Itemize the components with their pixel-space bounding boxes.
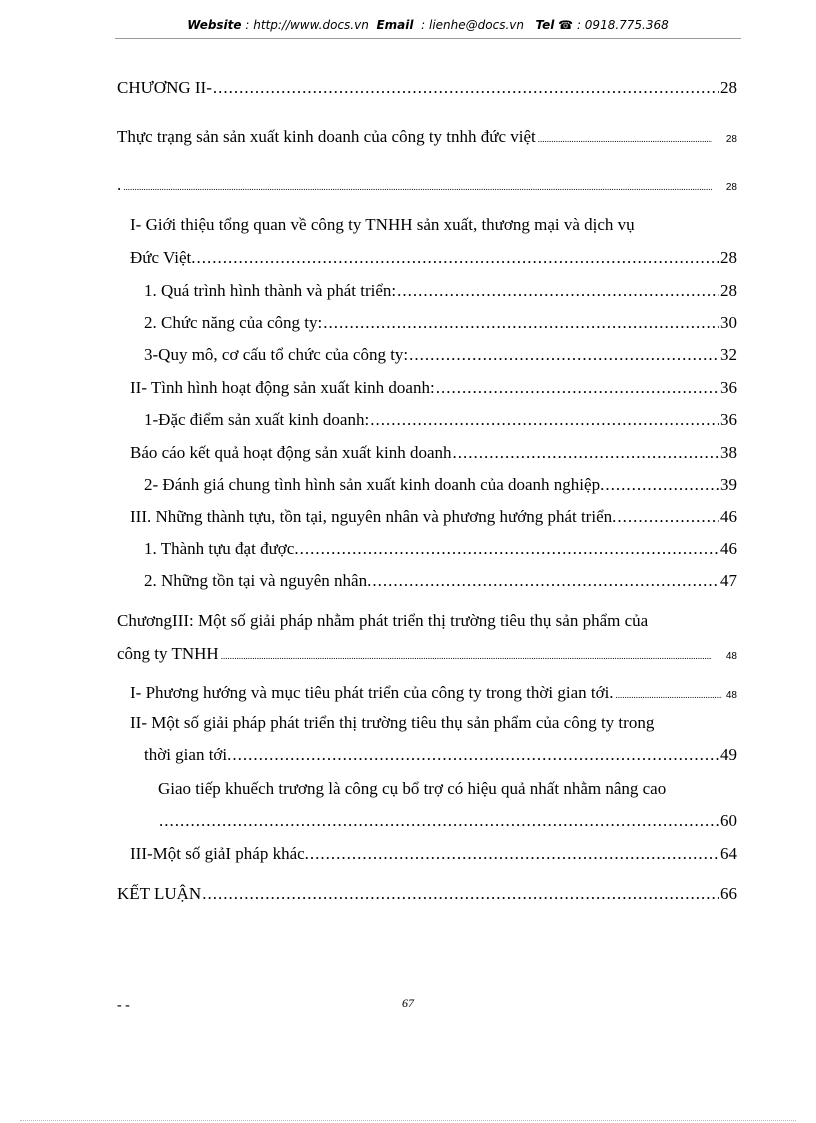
dot-leader — [605, 475, 719, 495]
toc-page-number: 46 — [720, 507, 737, 526]
toc-page-number: 28 — [725, 134, 737, 145]
dot-leader — [232, 745, 719, 765]
toc-page-number: 39 — [720, 475, 737, 494]
toc-entry-text: III. Những thành tựu, tồn tại, nguyên nhân và phương hướng phát triển. — [130, 507, 617, 526]
toc-entry-text: KẾT LUẬN — [117, 884, 202, 903]
toc-entry-text: Đức Việt. — [130, 248, 196, 267]
toc-entry-chapter-2[interactable] — [117, 78, 737, 98]
dot-leader — [213, 78, 719, 98]
dot-leader — [538, 129, 712, 149]
toc-entry-text: II- Tình hình hoạt động sản xuất kinh doanh: — [130, 378, 435, 397]
dot-leader — [436, 378, 719, 398]
toc-page-number: 36 — [720, 378, 737, 397]
toc-entry-report[interactable] — [130, 443, 737, 463]
toc-page-number: 60 — [720, 811, 737, 830]
toc-entry-text: 3-Quy mô, cơ cấu tổ chức của công ty: — [144, 345, 409, 364]
dot-leader — [617, 507, 719, 527]
toc-entry-text: I- Phương hướng và mục tiêu phát triển của công ty trong thời gian tới. — [130, 683, 614, 702]
toc-page-number: 64 — [720, 844, 737, 863]
tel-value: : 0918.775.368 — [576, 18, 669, 32]
dot-leader — [310, 844, 719, 864]
dot-leader — [409, 345, 719, 365]
phone-icon: ☎ — [558, 18, 574, 32]
toc-entry-chapter-3-line1[interactable]: ChươngIII: Một số giải pháp nhằm phát triển thị trường tiêu thụ sản phẩm của — [117, 611, 649, 630]
toc-entry-text: 1-Đặc điểm sản xuất kinh doanh: — [144, 410, 370, 429]
toc-page-number: 28 — [720, 281, 737, 300]
dot-leader — [202, 884, 719, 904]
toc-entry-conclusion[interactable] — [117, 884, 737, 904]
dot-leader — [159, 811, 719, 831]
toc-entry-section-1-3[interactable] — [144, 345, 737, 365]
dot-leader — [221, 646, 712, 666]
toc-page-number: 48 — [725, 690, 737, 701]
toc-page-number: 36 — [720, 410, 737, 429]
email-label: Email — [376, 18, 414, 32]
toc-entry-text: III-Một số giảI pháp khác. — [130, 844, 309, 863]
dot-leader — [372, 571, 719, 591]
toc-page-number: 48 — [725, 651, 737, 662]
toc-entry-section-3[interactable] — [130, 507, 737, 527]
toc-page-number: 46 — [720, 539, 737, 558]
dot-leader — [123, 177, 712, 197]
website-label: Website — [187, 18, 242, 32]
toc-entry-section-2-2[interactable] — [144, 475, 737, 495]
website-value[interactable]: : http://www.docs.vn — [245, 18, 369, 32]
toc-entry-section-2[interactable] — [130, 378, 737, 398]
page-bottom-border — [20, 1120, 796, 1121]
toc-entry-text: 1. Thành tựu đạt được. — [144, 539, 299, 558]
email-value[interactable]: : lienhe@docs.vn — [421, 18, 524, 32]
toc-entry-text: . — [117, 175, 122, 194]
toc-entry-chapter-2-dot[interactable] — [117, 175, 737, 198]
dot-leader — [397, 281, 719, 301]
toc-entry-communication[interactable] — [158, 811, 737, 831]
toc-entry-chapter-3-section-3[interactable] — [130, 844, 737, 864]
toc-entry-chapter-3-section-2-line1[interactable]: II- Một số giải pháp phát triển thị trường tiêu thụ sản phẩm của công ty trong — [130, 713, 655, 732]
toc-entry-section-1-1[interactable] — [144, 281, 737, 301]
footer-dashes: - - — [117, 998, 130, 1013]
toc-page-number: 30 — [720, 313, 737, 332]
toc-page-number: 28 — [720, 248, 737, 267]
toc-entry-chapter-3[interactable] — [117, 644, 737, 667]
toc-entry-text: 2- Đánh giá chung tình hình sản xuất kinh doanh của doanh nghiệp. — [144, 475, 605, 494]
toc-entry-text: CHƯƠNG II- — [117, 78, 212, 97]
toc-entry-text: Thực trạng sản sản xuất kinh doanh của công ty tnhh đức việt — [117, 127, 536, 146]
toc-entry-section-3-1[interactable] — [144, 539, 737, 559]
toc-entry-section-3-2[interactable] — [144, 571, 737, 591]
toc-entry-chapter-3-section-1[interactable] — [130, 683, 737, 706]
dot-leader — [453, 443, 719, 463]
dot-leader — [616, 685, 722, 705]
toc-page-number: 38 — [720, 443, 737, 462]
toc-page-number: 28 — [720, 78, 737, 97]
page-number: 67 — [402, 996, 414, 1010]
toc-entry-section-1-2[interactable] — [144, 313, 737, 333]
toc-page-number: 47 — [720, 571, 737, 590]
toc-entry-text: công ty TNHH — [117, 644, 219, 663]
dot-leader — [196, 248, 719, 268]
toc-entry-text: thời gian tới. — [144, 745, 232, 764]
dot-leader — [323, 313, 719, 333]
toc-entry-section-2-1[interactable] — [144, 410, 737, 430]
toc-page-number: 32 — [720, 345, 737, 364]
toc-entry-text: Báo cáo kết quả hoạt động sản xuất kinh doanh — [130, 443, 452, 462]
toc-entry-section-1-line1[interactable]: I- Giới thiệu tổng quan về công ty TNHH sản xuất, thương mại và dịch vụ — [130, 215, 635, 234]
toc-page-number: 66 — [720, 884, 737, 903]
toc-page-number: 49 — [720, 745, 737, 764]
dot-leader — [300, 539, 719, 559]
toc-page-number: 28 — [725, 182, 737, 193]
toc-entry-chapter-2-title[interactable] — [117, 127, 737, 150]
toc-entry-section-1[interactable] — [130, 248, 737, 268]
toc-entry-communication-line1[interactable]: Giao tiếp khuếch trương là công cụ bổ trợ có hiệu quả nhất nhằm nâng cao — [158, 779, 667, 798]
toc-entry-chapter-3-section-2[interactable] — [144, 745, 737, 765]
toc-entry-text: 2. Chức năng của công ty: — [144, 313, 323, 332]
tel-label: Tel — [535, 18, 555, 32]
toc-entry-text: 1. Quá trình hình thành và phát triển: — [144, 281, 397, 300]
toc-entry-text: 2. Những tồn tại và nguyên nhân. — [144, 571, 372, 590]
dot-leader — [370, 410, 719, 430]
